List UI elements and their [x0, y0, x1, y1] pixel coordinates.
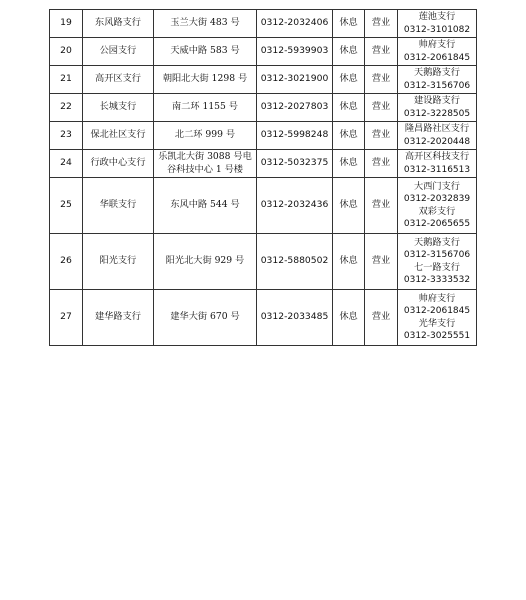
branch-phone: 0312-3021900 — [257, 66, 333, 94]
status-cell: 休息 — [333, 10, 365, 38]
alternate-branch-name: 建设路支行 — [414, 95, 460, 106]
branch-phone: 0312-2033485 — [257, 290, 333, 346]
branch-phone: 0312-5032375 — [257, 150, 333, 178]
table-row — [50, 290, 477, 346]
branch-name: 东风路支行 — [83, 10, 154, 38]
branch-address: 北二环 999 号 — [154, 122, 257, 150]
alternate-branches — [398, 290, 477, 346]
table-row — [50, 178, 477, 234]
alternate-branch-name: 大西门支行 — [414, 180, 460, 192]
open-cell: 营业 — [365, 178, 398, 234]
row-number: 20 — [50, 38, 83, 66]
branch-phone: 0312-5998248 — [257, 122, 333, 150]
branch-address: 乐凯北大街 3088 号电谷科技中心 1 号楼 — [154, 150, 257, 178]
open-cell: 营业 — [365, 10, 398, 38]
alternate-branch-name: 天鹅路支行 — [414, 236, 460, 248]
alternate-branch-phone: 0312-2061845 — [403, 52, 471, 63]
alternate-branches — [398, 38, 477, 66]
alternate-branch-name: 光华支行 — [418, 317, 456, 329]
row-number: 22 — [50, 94, 83, 122]
row-number: 24 — [50, 150, 83, 178]
status-cell: 休息 — [333, 150, 365, 178]
status-cell: 休息 — [333, 178, 365, 234]
open-cell: 营业 — [365, 66, 398, 94]
open-cell: 营业 — [365, 234, 398, 290]
branch-name: 公园支行 — [83, 38, 154, 66]
branch-phone: 0312-2032406 — [257, 10, 333, 38]
alternate-branches — [398, 122, 477, 150]
branch-phone: 0312-2032436 — [257, 178, 333, 234]
branch-phone: 0312-5939903 — [257, 38, 333, 66]
alternate-branch-name: 高开区科技支行 — [404, 151, 470, 162]
branch-name: 高开区支行 — [83, 66, 154, 94]
branch-name: 行政中心支行 — [83, 150, 154, 178]
branch-address: 天威中路 583 号 — [154, 38, 257, 66]
alternate-branches — [398, 94, 477, 122]
branch-table — [49, 9, 477, 346]
alternate-branch-phone: 0312-3116513 — [403, 164, 471, 175]
status-cell: 休息 — [333, 38, 365, 66]
table-row — [50, 122, 477, 150]
row-number: 21 — [50, 66, 83, 94]
table-row — [50, 234, 477, 290]
alternate-branch-phone: 0312-2032839 — [403, 194, 471, 204]
branch-address: 建华大街 670 号 — [154, 290, 257, 346]
branch-address: 阳光北大街 929 号 — [154, 234, 257, 290]
branch-name: 建华路支行 — [83, 290, 154, 346]
table-body — [50, 10, 477, 346]
branch-address: 东风中路 544 号 — [154, 178, 257, 234]
alternate-branch-name: 帅府支行 — [418, 292, 456, 304]
status-cell: 休息 — [333, 290, 365, 346]
alternate-branch-phone: 0312-3025551 — [403, 331, 471, 341]
branch-address: 朝阳北大街 1298 号 — [154, 66, 257, 94]
open-cell: 营业 — [365, 122, 398, 150]
alternate-branch-phone: 0312-3156706 — [403, 250, 471, 260]
alternate-branch-phone: 0312-3228505 — [403, 108, 471, 119]
status-cell: 休息 — [333, 94, 365, 122]
branch-address: 玉兰大街 483 号 — [154, 10, 257, 38]
alternate-branch-phone: 0312-2065655 — [403, 219, 471, 229]
open-cell: 营业 — [365, 290, 398, 346]
alternate-branch-phone: 0312-2020448 — [403, 136, 471, 147]
alternate-branches — [398, 234, 477, 290]
row-number: 19 — [50, 10, 83, 38]
open-cell: 营业 — [365, 38, 398, 66]
alternate-branch-name: 双彩支行 — [418, 205, 456, 217]
branch-name: 长城支行 — [83, 94, 154, 122]
table-row — [50, 150, 477, 178]
table-row — [50, 38, 477, 66]
alternate-branch-phone: 0312-2061845 — [403, 306, 471, 316]
alternate-branches — [398, 150, 477, 178]
status-cell: 休息 — [333, 234, 365, 290]
alternate-branch-name: 隆昌路社区支行 — [404, 123, 470, 134]
open-cell: 营业 — [365, 94, 398, 122]
alternate-branch-phone: 0312-3333532 — [403, 275, 471, 285]
alternate-branch-name: 帅府支行 — [418, 39, 456, 50]
table-row — [50, 94, 477, 122]
row-number: 25 — [50, 178, 83, 234]
branch-address: 南二环 1155 号 — [154, 94, 257, 122]
alternate-branches — [398, 178, 477, 234]
status-cell: 休息 — [333, 122, 365, 150]
status-cell: 休息 — [333, 66, 365, 94]
branch-name: 保北社区支行 — [83, 122, 154, 150]
table-row — [50, 10, 477, 38]
row-number: 27 — [50, 290, 83, 346]
row-number: 26 — [50, 234, 83, 290]
alternate-branch-phone: 0312-3101082 — [403, 24, 471, 35]
alternate-branch-name: 七一路支行 — [414, 261, 460, 273]
table-row — [50, 66, 477, 94]
alternate-branches — [398, 10, 477, 38]
open-cell: 营业 — [365, 150, 398, 178]
alternate-branches — [398, 66, 477, 94]
alternate-branch-name: 天鹅路支行 — [414, 67, 460, 78]
row-number: 23 — [50, 122, 83, 150]
branch-phone: 0312-2027803 — [257, 94, 333, 122]
alternate-branch-phone: 0312-3156706 — [403, 80, 471, 91]
branch-name: 阳光支行 — [83, 234, 154, 290]
branch-phone: 0312-5880502 — [257, 234, 333, 290]
branch-name: 华联支行 — [83, 178, 154, 234]
alternate-branch-name: 莲池支行 — [418, 11, 456, 22]
